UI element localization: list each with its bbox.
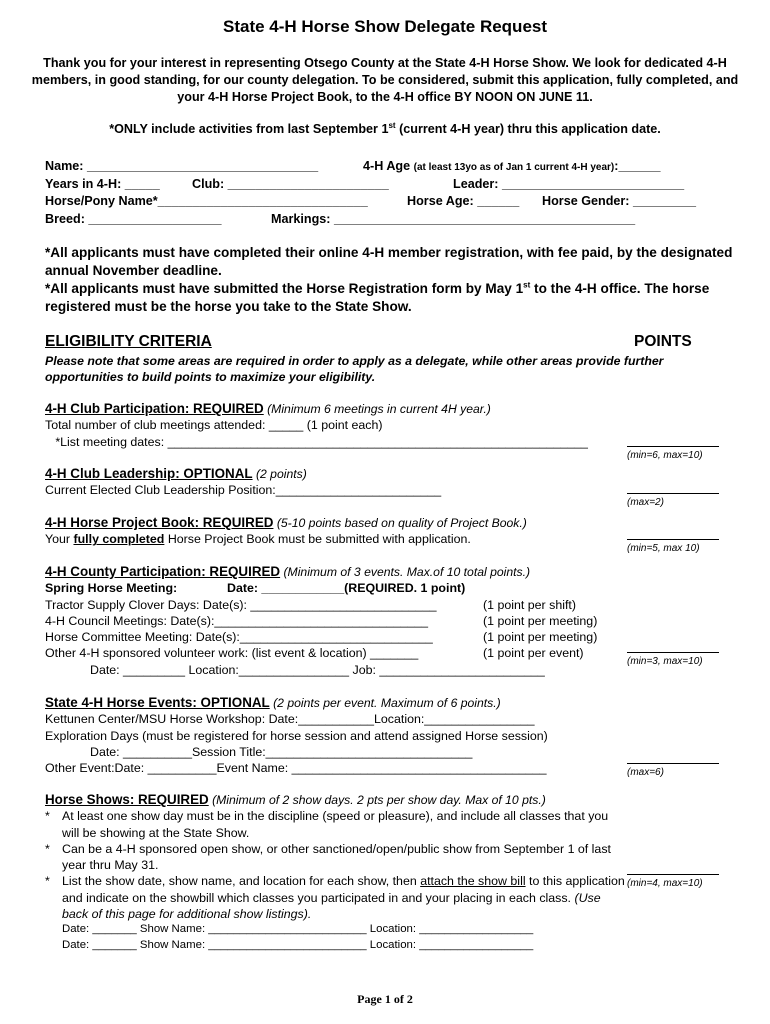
county-participation-points-box[interactable]: (min=3, max=10) [627,652,719,667]
exploration-session-field[interactable]: Date: __________Session Title:______________________________ [90,744,473,759]
club-leadership-section: 4-H Club Leadership: OPTIONAL (2 points) Current Elected Club Leadership Position:________________________ [45,466,625,499]
applicant-fields [45,158,725,228]
requirement-notes [45,244,735,316]
meeting-dates-field[interactable]: *List meeting dates: _____________________________________________________________ [45,434,588,449]
horse-shows-points-box[interactable]: (min=4, max=10) [627,874,719,889]
club-leadership-points-box[interactable]: (max=2) [627,493,719,508]
kettunen-workshop-field[interactable]: Kettunen Center/MSU Horse Workshop: Date:___________Location:________________ [45,712,535,727]
club-participation-points-box[interactable]: (min=6, max=10) [627,446,719,461]
meetings-attended-field[interactable]: Total number of club meetings attended: _____ (1 point each) [45,418,383,433]
leader-field[interactable]: Leader: __________________________ [453,176,685,191]
volunteer-work-field[interactable]: Other 4-H sponsored volunteer work: (list event & location) _______ [45,646,419,661]
eligibility-heading: ELIGIBILITY CRITERIA [45,333,212,350]
points-heading: POINTS [634,333,692,350]
state-events-points-box[interactable]: (max=6) [627,763,719,778]
page-title: State 4-H Horse Show Delegate Request [222,17,548,36]
show-entry-row[interactable]: Date: _______ Show Name: _________________________ Location: __________________ [62,938,534,951]
project-book-points-box[interactable]: (min=5, max 10) [627,539,719,554]
leadership-position-field[interactable]: Current Elected Club Leadership Position:________________________ [45,483,442,498]
breed-field[interactable]: Breed: ___________________ [45,211,222,226]
registration-note: *All applicants must have completed their online 4-H member registration, with fee paid, by the designated annual November deadline. [45,245,733,278]
activity-date-note: *ONLY include activities from last September 1st (current 4-H year) thru this application date. [109,120,661,136]
intro-paragraph: Thank you for your interest in representing Otsego County at the State 4-H Horse Show. We look for dedicated 4-H members, in good standing, for our county delegation. To be considered, submit this application, fully completed, and your 4-H Horse Project Book, to the 4-H office BY NOON ON JUNE 11. [31,56,739,104]
exploration-days-text: Exploration Days (must be registered for horse session and attend assigned Horse session) [45,728,548,743]
name-field[interactable]: Name: _________________________________ [45,159,319,173]
horse-committee-dates-field[interactable]: Horse Committee Meeting: Date(s):____________________________ [45,630,433,645]
page-number: Page 1 of 2 [357,992,413,1006]
list-item: * At least one show day must be in the discipline (speed or pleasure), and include all classes that you will be showing at the State Show. [45,809,609,840]
horse-registration-note: *All applicants must have submitted the Horse Registration form by May 1st to the 4-H office. The horse registered must be the horse you take to the State Show. [45,280,710,314]
state-events-section: State 4-H Horse Events: OPTIONAL (2 points per event. Maximum of 6 points.) Kettunen Center/MSU Horse Workshop: Date:___________Location:________________ Exploration Days (must be registered for horse session and attend assigned Horse session) Date: __________Session Title:______________________________ Other Event:Date: __________Event Name: _____________________________________ [45,695,625,776]
list-item: * Can be a 4-H sponsored open show, or other sanctioned/open/public show from September 1 of last year thru May 31. [45,841,611,873]
club-participation-section: 4-H Club Participation: REQUIRED (Minimum 6 meetings in current 4H year.) Total number of club meetings attended: _____ (1 point each) *List meeting dates: _____________________________________________________________ [45,401,625,450]
other-event-field[interactable]: Other Event:Date: __________Event Name: _____________________________________ [45,761,547,776]
project-book-text: Your fully completed Horse Project Book must be submitted with application. [45,532,471,547]
horse-shows-section: Horse Shows: REQUIRED (Minimum of 2 show days. 2 pts per show day. Max of 10 pts.) * At least one show day must be in the discipline (speed or pleasure), and include all classes that you will be showing at the State Show. * Can be a 4-H sponsored open show, or other sanctioned/open/public show from September 1 of last year thru May 31. * List the show date, show name, and location for each show, then attach the show bill to this application and indicate on the showbill which classes you participated in and your placing in each class. (Use back of this page for additional show listings). Date: _______ Show Name: _________________________ Location: __________________ Date: _______ Show Name: _________________________ Location: __________________ [45,792,625,953]
age-field[interactable]: 4-H Age (at least 13yo as of Jan 1 current 4-H year):______ [363,159,661,173]
club-field[interactable]: Club: _______________________ [192,176,389,191]
show-entry-row[interactable]: Date: _______ Show Name: _________________________ Location: __________________ [62,923,534,936]
project-book-section: 4-H Horse Project Book: REQUIRED (5-10 points based on quality of Project Book.) Your fully completed Horse Project Book must be submitted with application. [45,515,625,548]
horse-name-field[interactable]: Horse/Pony Name*______________________________ [45,194,368,208]
horse-age-field[interactable]: Horse Age: ______ [407,194,520,208]
council-meetings-dates-field[interactable]: 4-H Council Meetings: Date(s):_______________________________ [45,613,429,628]
eligibility-note: Please note that some areas are required in order to apply as a delegate, while other areas provide further opportunities to build points to maximize your eligibility. [45,354,664,384]
county-participation-section: 4-H County Participation: REQUIRED (Minimum of 3 events. Max.of 10 total points.) Spring Horse Meeting: Date: ____________(REQUIRED. 1 point) Tractor Supply Clover Days: Date(s): ___________________________ (1 point per shift) 4-H Council Meetings: Date(s):_______________________________ (1 point per meeting) Horse Committee Meeting: Date(s):____________________________ (1 point per meeting) Other 4-H sponsored volunteer work: (list event & location) _______ (1 point per event) Date: _________ Location:________________ Job: ________________________ [45,564,598,677]
years-in-4h-field[interactable]: Years in 4-H: _____ [45,176,160,191]
tractor-supply-dates-field[interactable]: Tractor Supply Clover Days: Date(s): ___________________________ [45,597,437,612]
spring-meeting-label: Spring Horse Meeting: [45,581,178,596]
list-item: * List the show date, show name, and location for each show, then attach the show bill to this application and indicate on the showbill which classes you participated in and your placing in each class. (Use back of this page for additional show listings). [45,874,625,922]
spring-meeting-date-field[interactable]: Date: ____________(REQUIRED. 1 point) [227,581,466,596]
horse-gender-field[interactable]: Horse Gender: _________ [542,194,697,208]
markings-field[interactable]: Markings: ___________________________________________ [271,211,636,226]
volunteer-date-location-job-field[interactable]: Date: _________ Location:________________ Job: ________________________ [90,662,545,677]
